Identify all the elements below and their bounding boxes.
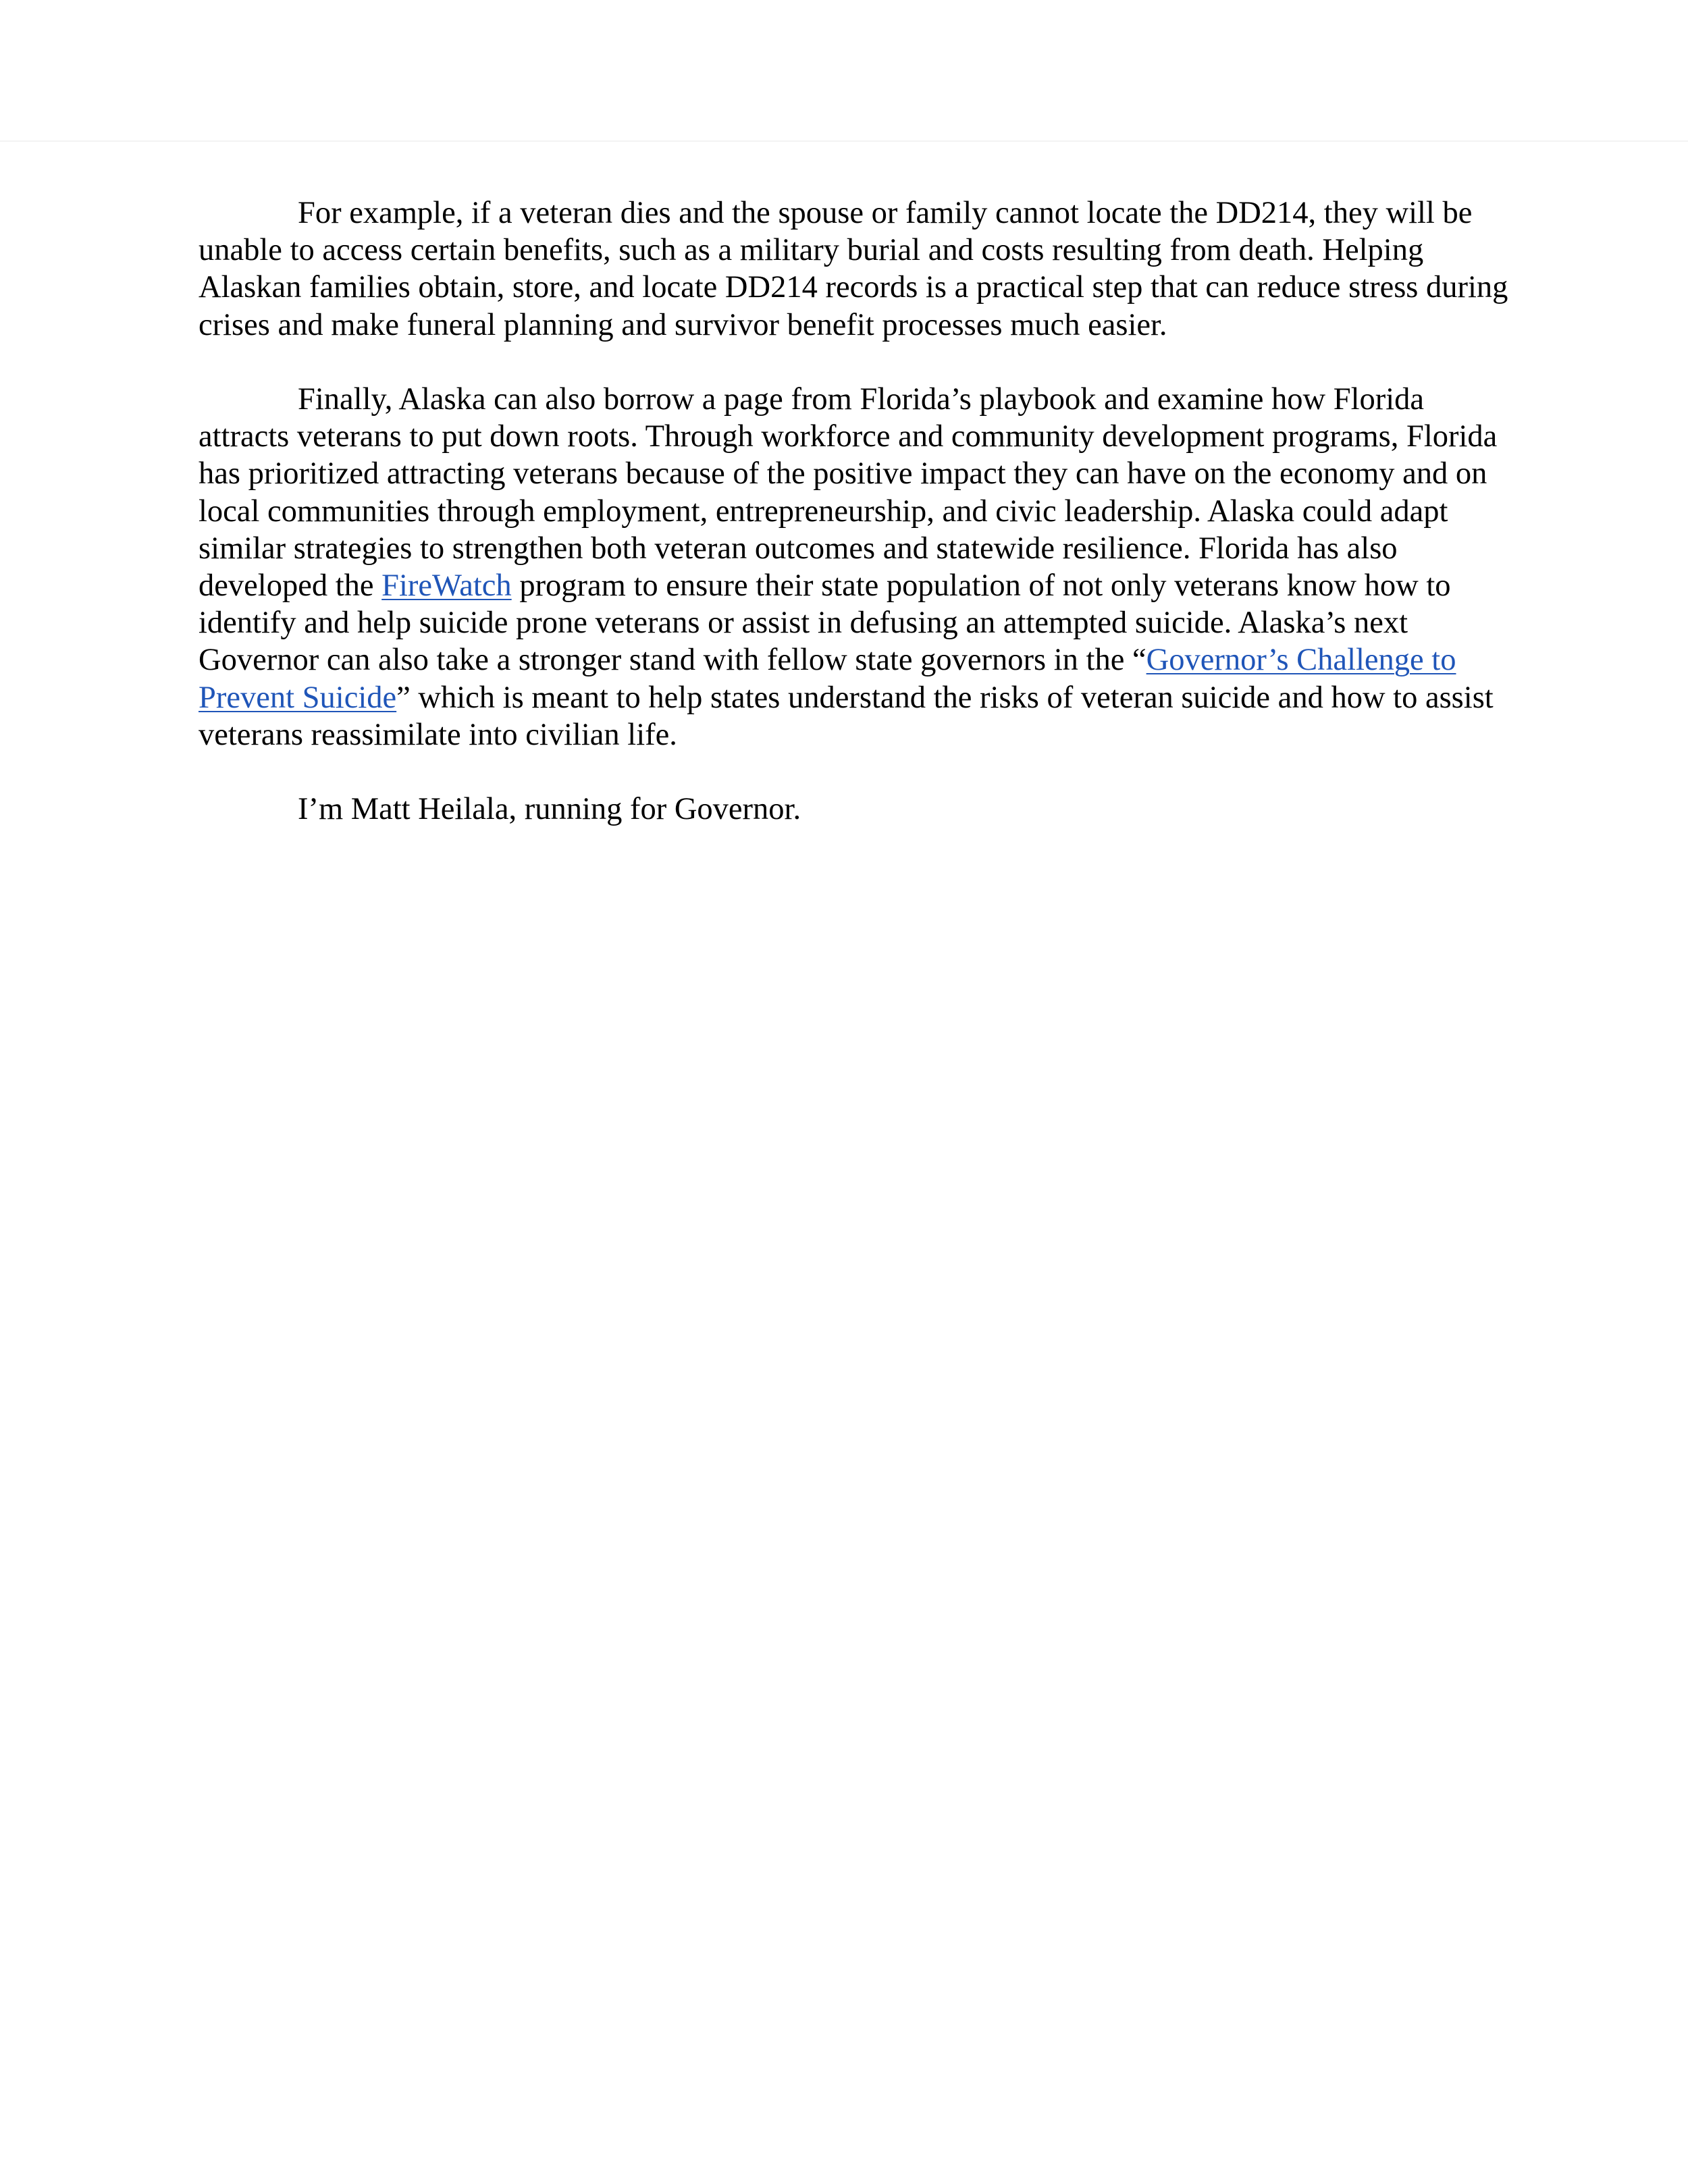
paragraph-florida-text-start: Finally, Alaska can also borrow a page from Florida’s playbook and examine how Florida attracts veterans to put down roots. Through workforce and community development programs, Florida has prioritized attracting veterans because of the positive impact they can have on the economy and on local communities through employment, entrepreneurship, and civic leadership. Alaska could adapt similar strategies to strengthen both veteran outcomes and statewide resilience. Florida has also developed the (199, 382, 1498, 604)
governors-challenge-link[interactable]: Governor’s Challenge to Prevent Suicide (199, 643, 1456, 715)
paragraph-signoff (199, 791, 1522, 828)
paragraph-florida-playbook (199, 381, 1522, 753)
firewatch-link[interactable]: FireWatch (381, 568, 512, 604)
page-top-divider (0, 140, 1688, 142)
document-page (199, 194, 1522, 865)
paragraph-florida-text-end: ” which is meant to help states understand the risks of veteran suicide and how to assist veterans reassimilate into civilian life. (199, 680, 1494, 752)
paragraph-dd214-example (199, 194, 1522, 344)
signoff-text: I’m Matt Heilala, running for Governor. (298, 792, 801, 827)
paragraph-dd214-text: For example, if a veteran dies and the spouse or family cannot locate the DD214, they will be unable to access certain benefits, such as a military burial and costs resulting from death. Helping Alaskan families obtain, store, and locate DD214 records is a practical step that can reduce stress during crises and make funeral planning and survivor benefit processes much easier. (199, 196, 1508, 342)
paragraph-florida-text-middle: program to ensure their state population of not only veterans know how to identify and help suicide prone veterans or assist in defusing an attempted suicide. Alaska’s next Governor can also take a stronger stand with fellow state governors in the “ (199, 568, 1451, 678)
